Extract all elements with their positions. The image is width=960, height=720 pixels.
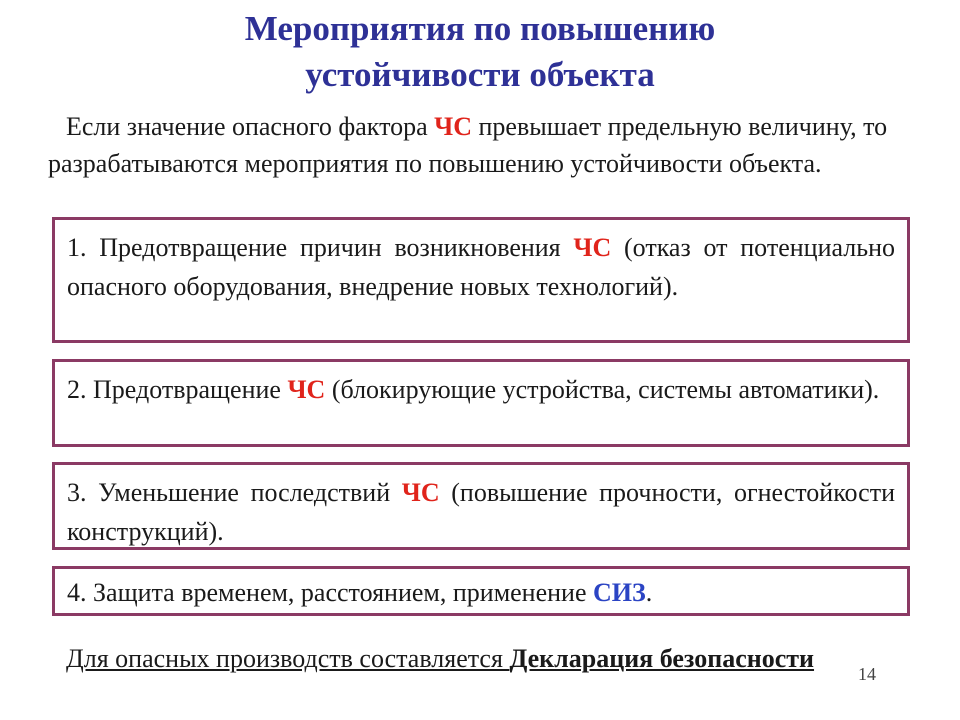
footer-note	[66, 642, 826, 676]
measure-1-highlight: ЧС	[573, 233, 612, 262]
measure-3-highlight: ЧС	[401, 478, 440, 507]
measure-3-before: 3. Уменьшение последствий	[67, 478, 402, 507]
footer-declaration: Декларация безопасности	[509, 644, 815, 673]
measure-box-4	[52, 566, 910, 616]
measure-3-after: (повышение прочности, огнестойкости конструкций).	[67, 478, 895, 546]
intro-highlight: ЧС	[434, 112, 472, 141]
measure-4-before: 4. Защита временем, расстоянием, применение	[67, 578, 594, 607]
measure-2-before: 2. Предотвращение	[67, 375, 288, 404]
slide-title	[0, 6, 960, 98]
measure-2-after: (блокирующие устройства, системы автоматики).	[325, 375, 880, 404]
intro-text-before: Если значение опасного фактора	[66, 112, 435, 141]
measure-4-after: .	[645, 578, 653, 607]
title-line-2: устойчивости объекта	[305, 55, 655, 94]
measure-4-highlight: СИЗ	[593, 578, 646, 607]
measure-box-2	[52, 359, 910, 447]
measure-2-highlight: ЧС	[287, 375, 326, 404]
intro-paragraph	[48, 108, 918, 182]
measure-1-after: (отказ от потенциально опасного оборудования, внедрение новых технологий).	[67, 233, 895, 301]
intro-text-after: превышает предельную величину, то разрабатываются мероприятия по повышению устойчивости объекта.	[48, 112, 888, 178]
footer-text: Для опасных производств составляется	[66, 644, 510, 673]
measure-1-before: 1. Предотвращение причин возникновения	[67, 233, 574, 262]
page-number: 14	[858, 664, 876, 684]
measure-box-3	[52, 462, 910, 550]
measure-box-1	[52, 217, 910, 343]
title-line-1: Мероприятия по повышению	[244, 9, 716, 48]
